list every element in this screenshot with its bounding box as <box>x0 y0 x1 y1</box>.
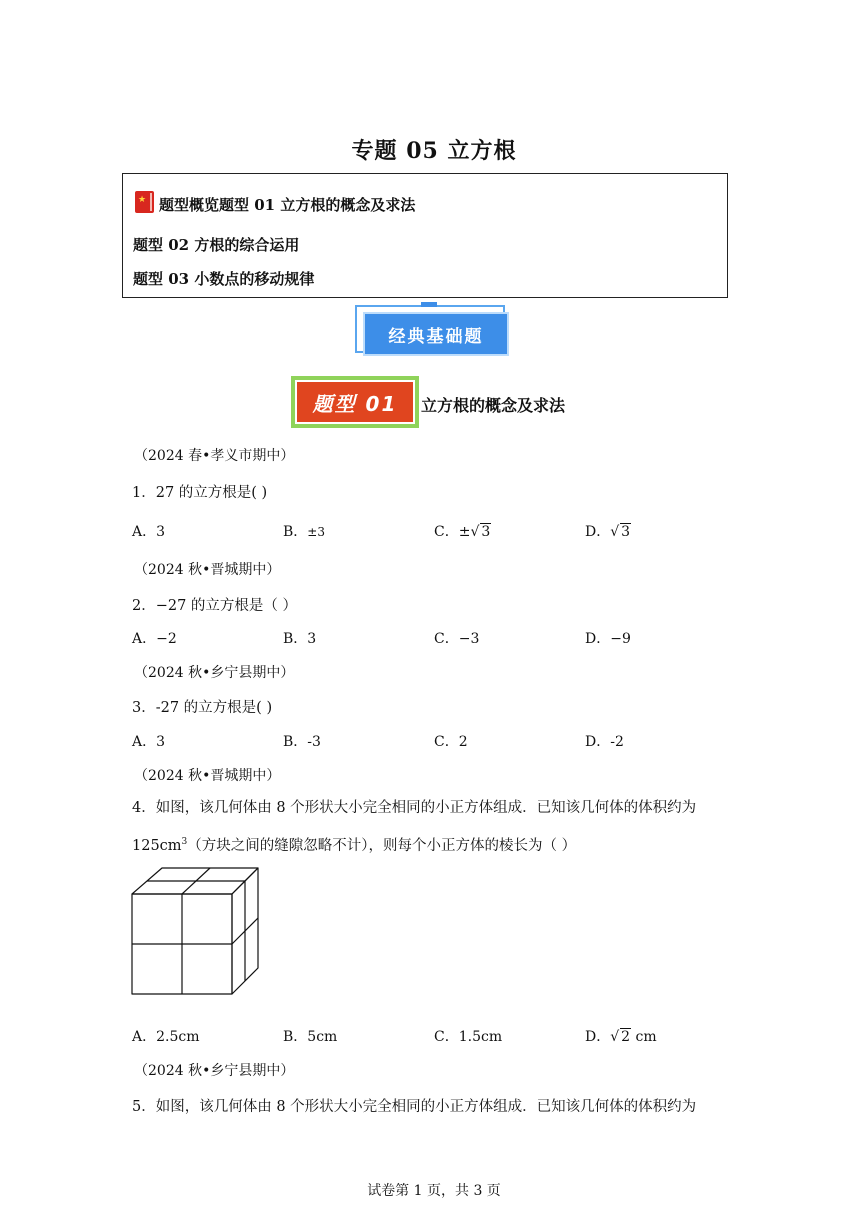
type-title: 立方根的概念及求法 <box>421 396 566 415</box>
sqrt-symbol: √ 3 <box>610 524 631 540</box>
option-c: C．1.5cm <box>434 1029 503 1045</box>
question-source: （2024 秋•乡宁县期中） <box>134 665 295 681</box>
page-footer: 试卷第 1 页，共 3 页 <box>367 1183 501 1199</box>
overview-line-1: 题型概览题型 01 立方根的概念及求法 <box>159 196 416 214</box>
option-b: B．±3 <box>283 524 325 540</box>
option-c: C．2 <box>434 734 468 750</box>
option-b: B．3 <box>283 631 317 647</box>
question-stem: 3．-27 的立方根是( ) <box>132 700 273 716</box>
section-banner <box>355 305 515 360</box>
option-d: D．√ 3 <box>585 524 631 540</box>
option-b: B．5cm <box>283 1029 338 1045</box>
option-c: C．±√ 3 <box>434 524 491 540</box>
question-stem: 2．−27 的立方根是（ ） <box>132 598 298 614</box>
type-overview-box <box>122 173 728 298</box>
option-a: A．3 <box>132 734 166 750</box>
sqrt-symbol: √ 2 <box>610 1029 631 1045</box>
question-source: （2024 秋•晋城期中） <box>134 768 281 784</box>
option-c: C．−3 <box>434 631 480 647</box>
question-stem: 4．如图，该几何体由 8 个形状大小完全相同的小正方体组成．已知该几何体的体积约为 $125cm^3$（方块之间的缝隙忽略不计），则每个小正方体的棱长为（ ） <box>132 800 697 854</box>
sqrt-symbol: √ 3 <box>470 524 491 540</box>
option-d: D．√ 2 cm <box>585 1029 657 1045</box>
document-title: 专题 05 立方根 <box>351 138 517 164</box>
question-stem: 5．如图，该几何体由 8 个形状大小完全相同的小正方体组成．已知该几何体的体积约为 <box>132 1099 697 1115</box>
option-a: A．3 <box>132 524 166 540</box>
section-banner-label: 经典基础题 <box>363 312 509 356</box>
question-stem: 1．27 的立方根是( ) <box>132 485 268 501</box>
type-badge <box>291 376 419 428</box>
option-b: B．-3 <box>283 734 321 750</box>
question-source: （2024 秋•乡宁县期中） <box>134 1063 295 1079</box>
overview-line-3: 题型 03 小数点的移动规律 <box>133 270 315 288</box>
option-d: D．-2 <box>585 734 624 750</box>
option-d: D．−9 <box>585 631 631 647</box>
option-a: A．2.5cm <box>132 1029 200 1045</box>
option-a: A．−2 <box>132 631 177 647</box>
cube-figure <box>128 864 262 998</box>
overview-line-2: 题型 02 方根的综合运用 <box>133 236 300 254</box>
book-icon: ★ <box>135 191 154 213</box>
type-badge-label: 题型 01 <box>295 380 415 424</box>
question-source: （2024 秋•晋城期中） <box>134 562 281 578</box>
question-source: （2024 春•孝义市期中） <box>134 448 295 464</box>
